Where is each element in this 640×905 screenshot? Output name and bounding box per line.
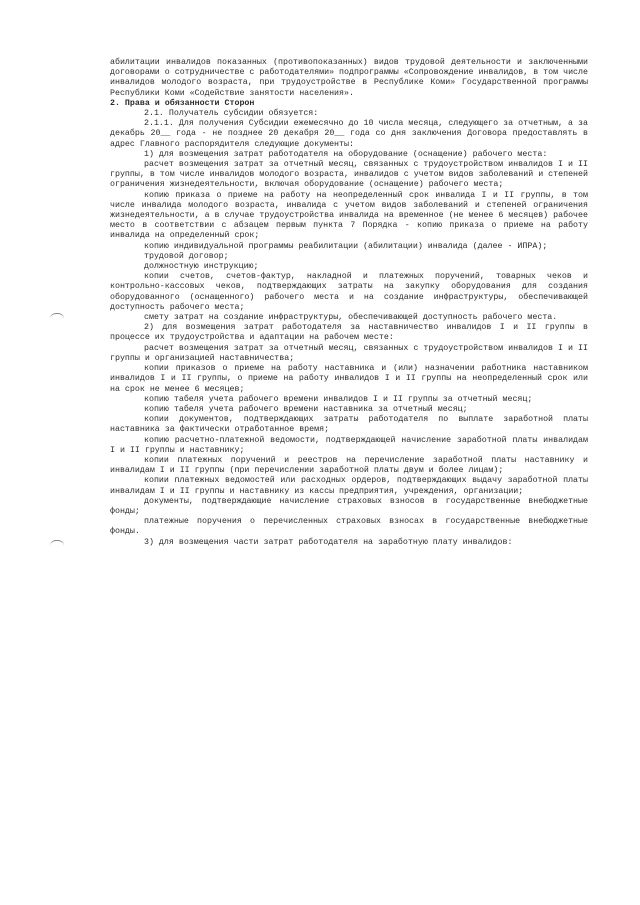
paragraph: копию индивидуальной программы реабилитации (абилитации) инвалида (далее - ИПРА); [144, 241, 548, 251]
paragraph: платежные поручения о перечисленных страховых взносах в государственные внебюджетные фонды. [110, 517, 588, 537]
paragraph: документы, подтверждающие начисление страховых взносов в государственные внебюджетные фонды; [110, 496, 588, 516]
paragraph: 3) для возмещения части затрат работодателя на заработную плату инвалидов: [144, 537, 513, 547]
margin-pen-mark [50, 540, 64, 547]
document-body [110, 58, 588, 548]
paragraph: копии документов, подтверждающих затраты работодателя по выплате заработной платы наставника за фактически отработанное время; [110, 415, 588, 435]
paragraph: 1) для возмещения затрат работодателя на оборудование (оснащение) рабочего места: [144, 149, 548, 159]
paragraph: копию приказа о приеме на работу на неопределенный срок инвалида I и II группы, в том числе инвалида молодого возраста, инвалида с учетом видов заболеваний и степеней ограничения жизнедеятельности, а в случае трудоустройства инвалида на временное (не менее 6 месяцев) рабочее место в соответствии с абзацем первым пункта 7 Порядка - копию приказа о приеме на работу инвалида на определенный срок; [110, 190, 588, 241]
paragraph: 2) для возмещения затрат работодателя за наставничество инвалидов I и II группы в процессе их трудоустройства и адаптации на рабочем месте: [110, 323, 588, 343]
paragraph: копию расчетно-платежной ведомости, подтверждающей начисление заработной платы инвалидам I и II группы и наставнику; [110, 435, 588, 455]
section-title: 2. Права и обязанности Сторон [110, 98, 255, 108]
margin-pen-mark [50, 313, 64, 320]
paragraph: копии платежных поручений и реестров на перечисление заработной платы наставнику и инвалидам I и II группы (при перечислении заработной платы двум и более лицам); [110, 455, 588, 476]
paragraph: копию табеля учета рабочего времени наставника за отчетный месяц; [144, 404, 468, 414]
paragraph: трудовой договор; [144, 251, 229, 261]
paragraph: 2.1. Получатель субсидии обязуется: [144, 109, 319, 119]
paragraph: должностную инструкцию; [144, 262, 259, 272]
paragraph: копии счетов, счетов-фактур, накладной и платежных поручений, товарных чеков и контрольно-кассовых чеков, подтверждающих затраты на закупку оборудования для создания оборудованного (оснащенного) рабочего места и на создание инфраструктуры, обеспечивающей доступность рабочего места; [110, 272, 588, 312]
intro-paragraph: абилитации инвалидов показанных (противопоказанных) видов трудовой деятельности и заключенными договорами о сотрудничестве с работодателями» подпрограммы «Сопровождение инвалидов, в том числе инвалидов молодого возраста, при трудоустройстве в Республике Коми» Государственной программы Республики Коми «Содействие занятости населения». [110, 58, 588, 98]
paragraph: расчет возмещения затрат за отчетный месяц, связанных с трудоустройством инвалидов I и II группы, в том числе инвалидов молодого возраста, инвалидов с учетом видов заболеваний и степеней ограничения жизнедеятельности, включая оборудование (оснащение) рабочего места; [110, 160, 588, 190]
paragraph: копии приказов о приеме на работу наставника и (или) назначении работника наставником инвалидов I и II группы, о приеме на работу инвалидов I и II группы на неопределенный срок или на срок не менее 6 месяцев; [110, 364, 588, 394]
paragraph: 2.1.1. Для получения Субсидии ежемесячно до 10 числа месяца, следующего за отчетным, а за декабрь 20__ года - не позднее 20 декабря 20__ года со дня заключения Договора предоставлять в адрес Главного распорядителя следующие документы: [110, 119, 588, 149]
paragraph: копии платежных ведомостей или расходных ордеров, подтверждающих выдачу заработной платы инвалидам I и II группы и наставнику из кассы предприятия, учреждения, организации; [110, 476, 588, 496]
paragraph: расчет возмещения затрат за отчетный месяц, связанных с трудоустройством инвалидов I и II группы и организацией наставничества; [110, 343, 588, 363]
paragraph: смету затрат на создание инфраструктуры, обеспечивающей доступность рабочего места. [144, 313, 558, 323]
paragraph: копию табеля учета рабочего времени инвалидов I и II группы за отчетный месяц; [144, 394, 533, 404]
